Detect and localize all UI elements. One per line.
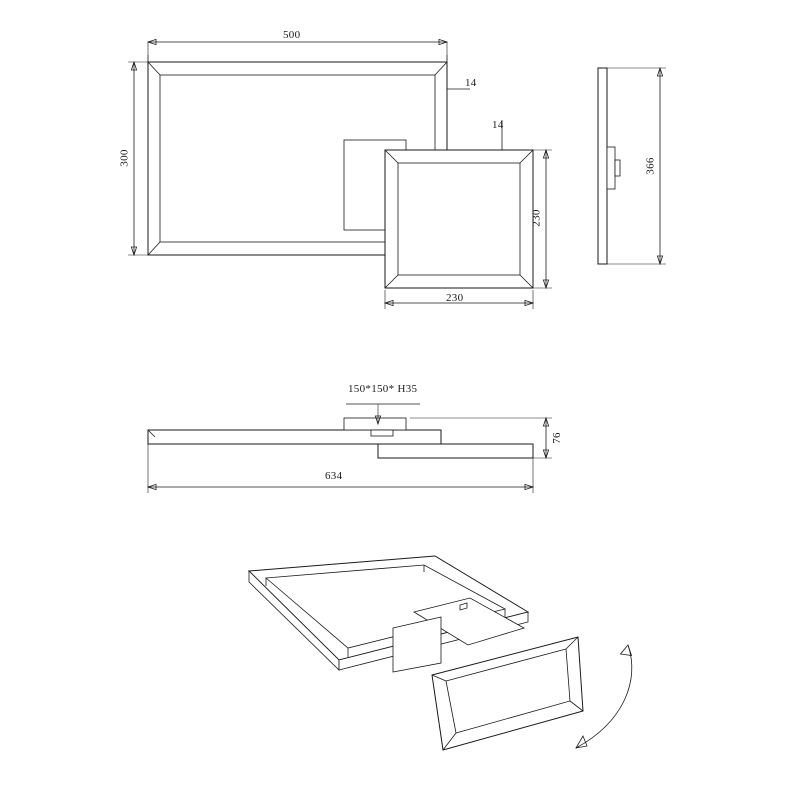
dim-side-overall-height: 366	[644, 157, 657, 175]
front-view-small-frame	[385, 150, 533, 288]
dim-top-canopy: 150*150* H35	[348, 383, 418, 395]
dim-top-overall-length: 634	[325, 470, 343, 482]
top-view-geometry	[148, 404, 552, 493]
dim-front-overall-width: 500	[283, 29, 301, 41]
isometric-view-geometry	[249, 556, 632, 750]
dim-front-frame-thickness-top: 14	[465, 77, 477, 89]
dim-top-depth: 76	[550, 432, 563, 444]
dim-front-overall-height: 300	[118, 149, 131, 167]
dim-front-small-square-width: 230	[446, 292, 464, 304]
dim-front-frame-thickness-small: 14	[492, 119, 504, 131]
dim-front-small-square-height: 230	[530, 209, 543, 227]
